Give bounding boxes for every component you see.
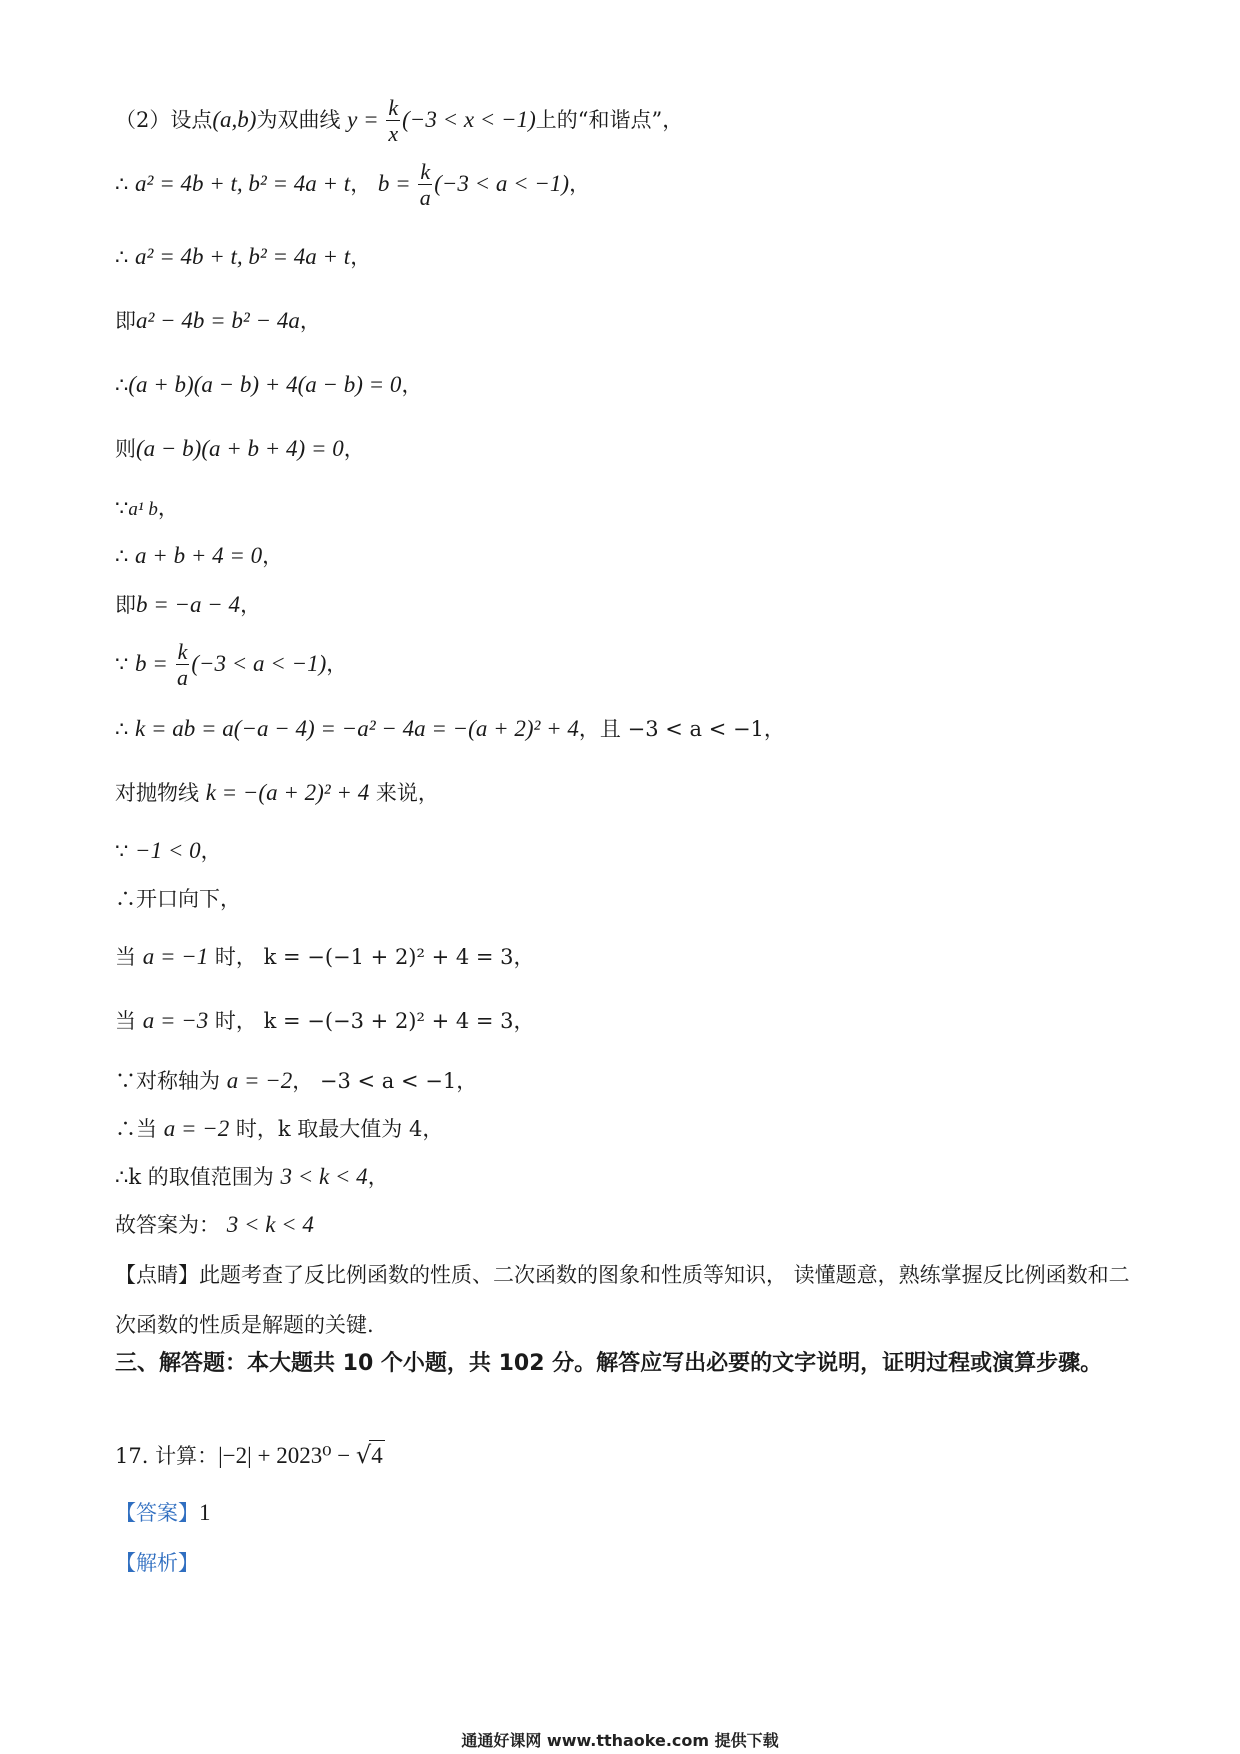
- line-suffix: ，: [240, 593, 262, 617]
- sqrt-symbol: √: [355, 1441, 372, 1469]
- line-math: a¹ b: [128, 499, 158, 520]
- comment-paragraph: [115, 1250, 1130, 1350]
- fraction-denominator: a: [176, 665, 188, 690]
- solution-line-15: [115, 942, 535, 972]
- question-17: [115, 1440, 385, 1471]
- analysis-line: [115, 1548, 199, 1578]
- line-prefix: ∵: [115, 839, 136, 863]
- answer-label: 【答案】: [115, 1501, 199, 1525]
- line-2-domain: (−3 < a < −1): [434, 171, 570, 196]
- line-prefix: 当: [115, 1009, 143, 1033]
- line-math: a = −3: [142, 1008, 209, 1033]
- solution-line-6: [115, 434, 365, 464]
- line-suffix: ，: [262, 544, 284, 568]
- line-2-fraction: [418, 160, 432, 211]
- solution-line-7: [115, 493, 179, 525]
- line-10-suffix: ，: [326, 652, 348, 676]
- line-2-suffix: ，: [569, 172, 591, 196]
- line-10-fraction: [176, 640, 190, 691]
- line-1-mid: 为双曲线: [256, 108, 348, 132]
- line-math: 3 < k < 4: [226, 1212, 314, 1237]
- line-1-domain: (−3 < x < −1): [402, 107, 536, 132]
- solution-line-5: [115, 370, 422, 400]
- line-math: a = −2: [226, 1068, 293, 1093]
- analysis-label: 【解析】: [115, 1551, 199, 1575]
- page-footer: 通通好课网 www.tthaoke.com 提供下载: [461, 1731, 779, 1750]
- line-suffix: ，: [367, 1165, 389, 1189]
- solution-line-12: [115, 778, 439, 808]
- line-suffix: ， −3 < a < −1，: [292, 1069, 478, 1093]
- line-suffix: 来说，: [369, 781, 439, 805]
- line-prefix: ∴: [115, 373, 129, 397]
- line-prefix: 对抛物线: [115, 781, 206, 805]
- solution-line-13: [115, 836, 222, 866]
- line-suffix: ，: [200, 839, 222, 863]
- fraction-denominator: a: [419, 185, 431, 210]
- line-math: k = ab = a(−a − 4) = −a² − 4a = −(a + 2)² + 4: [135, 716, 579, 741]
- line-math: a + b + 4 = 0: [135, 543, 263, 568]
- fraction-numerator: k: [420, 159, 431, 184]
- line-1-eq: y =: [347, 107, 385, 132]
- line-math: −1 < 0: [135, 838, 201, 863]
- line-1-suffix: 上的“和谐点”，: [535, 108, 684, 132]
- solution-line-2: [115, 160, 590, 211]
- line-math: (a − b)(a + b + 4) = 0: [136, 436, 344, 461]
- line-1-fraction: [386, 96, 400, 147]
- solution-line-17: [115, 1066, 477, 1096]
- fraction-denominator: x: [388, 121, 399, 146]
- solution-line-14: [115, 884, 241, 914]
- solution-line-18: [115, 1114, 443, 1144]
- sqrt-argument: 4: [369, 1440, 385, 1471]
- comment-label: 【点睛】: [115, 1263, 199, 1287]
- line-prefix: ∴: [115, 245, 136, 269]
- line-suffix: 时， k = −(−3 + 2)² + 4 = 3，: [208, 1009, 535, 1033]
- line-prefix: 即: [115, 593, 136, 617]
- line-math: 3 < k < 4: [280, 1164, 368, 1189]
- solution-line-3: [115, 242, 371, 272]
- line-2-prefix: ∴: [115, 172, 136, 196]
- solution-line-1: [115, 96, 683, 147]
- line-1-prefix: （2）设点: [115, 108, 213, 132]
- fraction-numerator: k: [177, 639, 188, 664]
- line-suffix: 时，k 取最大值为 4，: [229, 1117, 444, 1141]
- line-prefix: ∴当: [115, 1117, 164, 1141]
- solution-line-8: [115, 541, 283, 571]
- line-prefix: 即: [115, 309, 136, 333]
- line-1-point: (a,b): [212, 107, 257, 132]
- fraction-numerator: k: [388, 95, 399, 120]
- solution-line-10: [115, 640, 347, 691]
- line-10-eq: b =: [135, 651, 174, 676]
- line-math: k = −(a + 2)² + 4: [205, 780, 370, 805]
- line-2-math: a² = 4b + t, b² = 4a + t: [135, 171, 351, 196]
- line-suffix: ，: [343, 437, 365, 461]
- line-prefix: ∴开口向下，: [115, 887, 241, 911]
- line-prefix: 则: [115, 437, 136, 461]
- solution-line-16: [115, 1006, 535, 1036]
- line-suffix: ，: [299, 309, 321, 333]
- answer-value: 1: [199, 1500, 211, 1525]
- solution-line-4: [115, 306, 321, 336]
- line-suffix: ，: [157, 496, 179, 520]
- line-suffix: ，: [401, 373, 423, 397]
- line-suffix: ，且 −3 < a < −1，: [578, 717, 785, 741]
- line-prefix: ∵: [115, 496, 129, 520]
- question-expression: |−2| + 2023⁰ −: [218, 1443, 356, 1468]
- line-math: b = −a − 4: [136, 592, 241, 617]
- line-prefix: ∴k 的取值范围为: [115, 1165, 281, 1189]
- comment-text: 此题考查了反比例函数的性质、二次函数的图象和性质等知识， 读懂题意，熟练掌握反比例函数和二次函数的性质是解题的关键.: [115, 1263, 1130, 1337]
- solution-line-9: [115, 590, 261, 620]
- line-2-mid: ，: [350, 172, 378, 196]
- line-prefix: 当: [115, 945, 143, 969]
- solution-line-19: [115, 1162, 389, 1192]
- line-2-eq: b =: [377, 171, 417, 196]
- line-prefix: ∵对称轴为: [115, 1069, 227, 1093]
- line-math: a = −1: [142, 944, 209, 969]
- line-math: a² = 4b + t, b² = 4a + t: [135, 244, 351, 269]
- line-math: (a + b)(a − b) + 4(a − b) = 0: [128, 372, 402, 397]
- line-10-domain: (−3 < a < −1): [191, 651, 327, 676]
- line-math: a² − 4b = b² − 4a: [136, 308, 300, 333]
- line-prefix: 故答案为：: [115, 1213, 227, 1237]
- line-suffix: ，: [350, 245, 372, 269]
- solution-line-20: [115, 1210, 314, 1240]
- section-heading: 三、解答题：本大题共 10 个小题，共 102 分。解答应写出必要的文字说明，证明过程或演算步骤。: [115, 1351, 1103, 1376]
- question-number: 17. 计算：: [115, 1444, 219, 1468]
- line-suffix: 时， k = −(−1 + 2)² + 4 = 3，: [208, 945, 535, 969]
- line-prefix: ∴: [115, 544, 136, 568]
- answer-line: [115, 1498, 211, 1528]
- line-10-prefix: ∵: [115, 652, 136, 676]
- line-math: a = −2: [163, 1116, 230, 1141]
- solution-line-11: [115, 714, 785, 744]
- line-prefix: ∴: [115, 717, 136, 741]
